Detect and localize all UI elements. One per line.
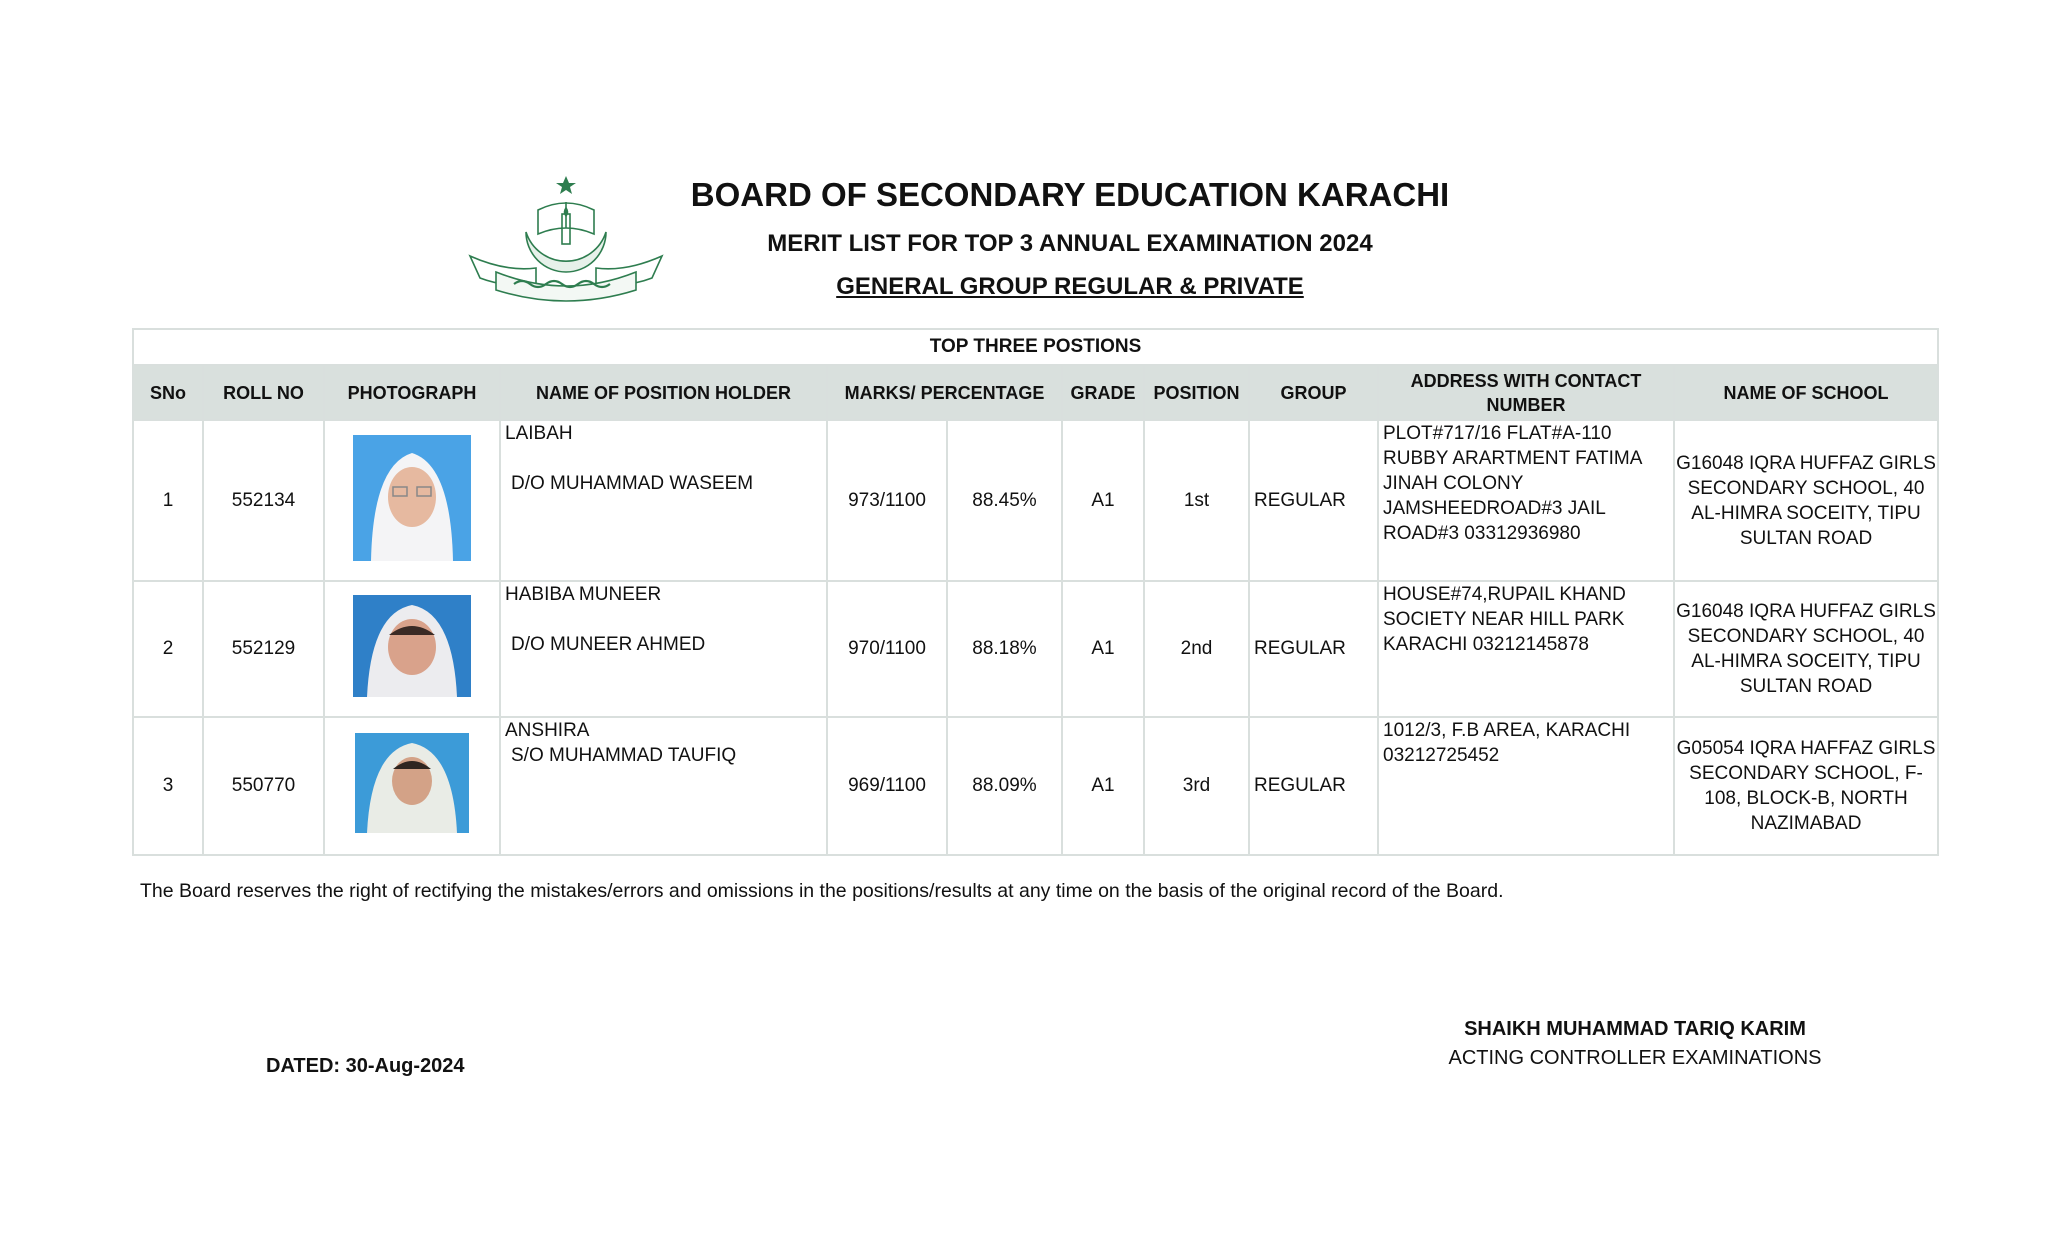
dated-label: DATED: 30-Aug-2024: [266, 1055, 465, 1077]
disclaimer-note: The Board reserves the right of rectifying the mistakes/errors and omissions in the positions/results at any time on the basis of the original record of the Board.: [140, 880, 1504, 902]
holder-parent: D/O MUNEER AHMED: [511, 634, 706, 655]
percentage-cell: 88.09%: [947, 717, 1062, 855]
address-cell: HOUSE#74,RUPAIL KHAND SOCIETY NEAR HILL PARK KARACHI 03212145878: [1378, 581, 1674, 717]
roll-cell: 552134: [203, 420, 324, 581]
col-name: NAME OF POSITION HOLDER: [500, 365, 827, 420]
student-photo-icon: [353, 595, 471, 697]
group-title: GENERAL GROUP REGULAR & PRIVATE: [836, 273, 1304, 300]
marks-cell: 970/1100: [827, 581, 947, 717]
sno-cell: 1: [133, 420, 203, 581]
school-cell: G05054 IQRA HAFFAZ GIRLS SECONDARY SCHOOL, F-108, BLOCK-B, NORTH NAZIMABAD: [1674, 717, 1938, 855]
holder-parent: D/O MUHAMMAD WASEEM: [511, 473, 754, 494]
grade-cell: A1: [1062, 420, 1144, 581]
position-cell: 2nd: [1144, 581, 1249, 717]
photo-cell: [324, 581, 500, 717]
col-school: NAME OF SCHOOL: [1674, 365, 1938, 420]
col-photograph: PHOTOGRAPH: [324, 365, 500, 420]
position-cell: 1st: [1144, 420, 1249, 581]
address-cell: 1012/3, F.B AREA, KARACHI 03212725452: [1378, 717, 1674, 855]
signatory-designation: ACTING CONTROLLER EXAMINATIONS: [1448, 1047, 1822, 1069]
photo-cell: [324, 717, 500, 855]
grade-cell: A1: [1062, 581, 1144, 717]
merit-table: [132, 328, 1939, 856]
marks-cell: 973/1100: [827, 420, 947, 581]
photo-cell: [324, 420, 500, 581]
merit-list-title: MERIT LIST FOR TOP 3 ANNUAL EXAMINATION 2024: [767, 230, 1373, 257]
percentage-cell: 88.45%: [947, 420, 1062, 581]
address-cell: PLOT#717/16 FLAT#A-110 RUBBY ARARTMENT FATIMA JINAH COLONY JAMSHEEDROAD#3 JAIL ROAD#3 03312936980: [1378, 420, 1674, 581]
col-roll-no: ROLL NO: [203, 365, 324, 420]
holder-name: ANSHIRA: [505, 720, 590, 741]
school-cell: G16048 IQRA HUFFAZ GIRLS SECONDARY SCHOOL, 40 AL-HIMRA SOCEITY, TIPU SULTAN ROAD: [1674, 581, 1938, 717]
group-cell: REGULAR: [1249, 420, 1378, 581]
col-sno: SNo: [133, 365, 203, 420]
percentage-cell: 88.18%: [947, 581, 1062, 717]
position-cell: 3rd: [1144, 717, 1249, 855]
name-cell: [500, 581, 827, 717]
marks-cell: 969/1100: [827, 717, 947, 855]
roll-cell: 550770: [203, 717, 324, 855]
sno-cell: 2: [133, 581, 203, 717]
name-cell: [500, 420, 827, 581]
sno-cell: 3: [133, 717, 203, 855]
group-cell: REGULAR: [1249, 581, 1378, 717]
school-cell: G16048 IQRA HUFFAZ GIRLS SECONDARY SCHOOL, 40 AL-HIMRA SOCEITY, TIPU SULTAN ROAD: [1674, 420, 1938, 581]
col-address: ADDRESS WITH CONTACT NUMBER: [1378, 365, 1674, 420]
name-cell: [500, 717, 827, 855]
holder-name: LAIBAH: [505, 423, 573, 444]
grade-cell: A1: [1062, 717, 1144, 855]
roll-cell: 552129: [203, 581, 324, 717]
table-band-title: TOP THREE POSTIONS: [133, 329, 1938, 365]
table-row: [133, 717, 1938, 855]
table-row: [133, 581, 1938, 717]
table-header-row: [133, 365, 1938, 420]
col-marks: MARKS/ PERCENTAGE: [827, 365, 1062, 420]
student-photo-icon: [355, 733, 469, 833]
signatory-name: SHAIKH MUHAMMAD TARIQ KARIM: [1464, 1018, 1806, 1040]
board-title: BOARD OF SECONDARY EDUCATION KARACHI: [690, 176, 1450, 213]
holder-parent: S/O MUHAMMAD TAUFIQ: [511, 745, 737, 766]
col-group: GROUP: [1249, 365, 1378, 420]
col-position: POSITION: [1144, 365, 1249, 420]
holder-name: HABIBA MUNEER: [505, 584, 662, 605]
table-row: [133, 420, 1938, 581]
student-photo-icon: [353, 435, 471, 561]
col-grade: GRADE: [1062, 365, 1144, 420]
group-cell: REGULAR: [1249, 717, 1378, 855]
